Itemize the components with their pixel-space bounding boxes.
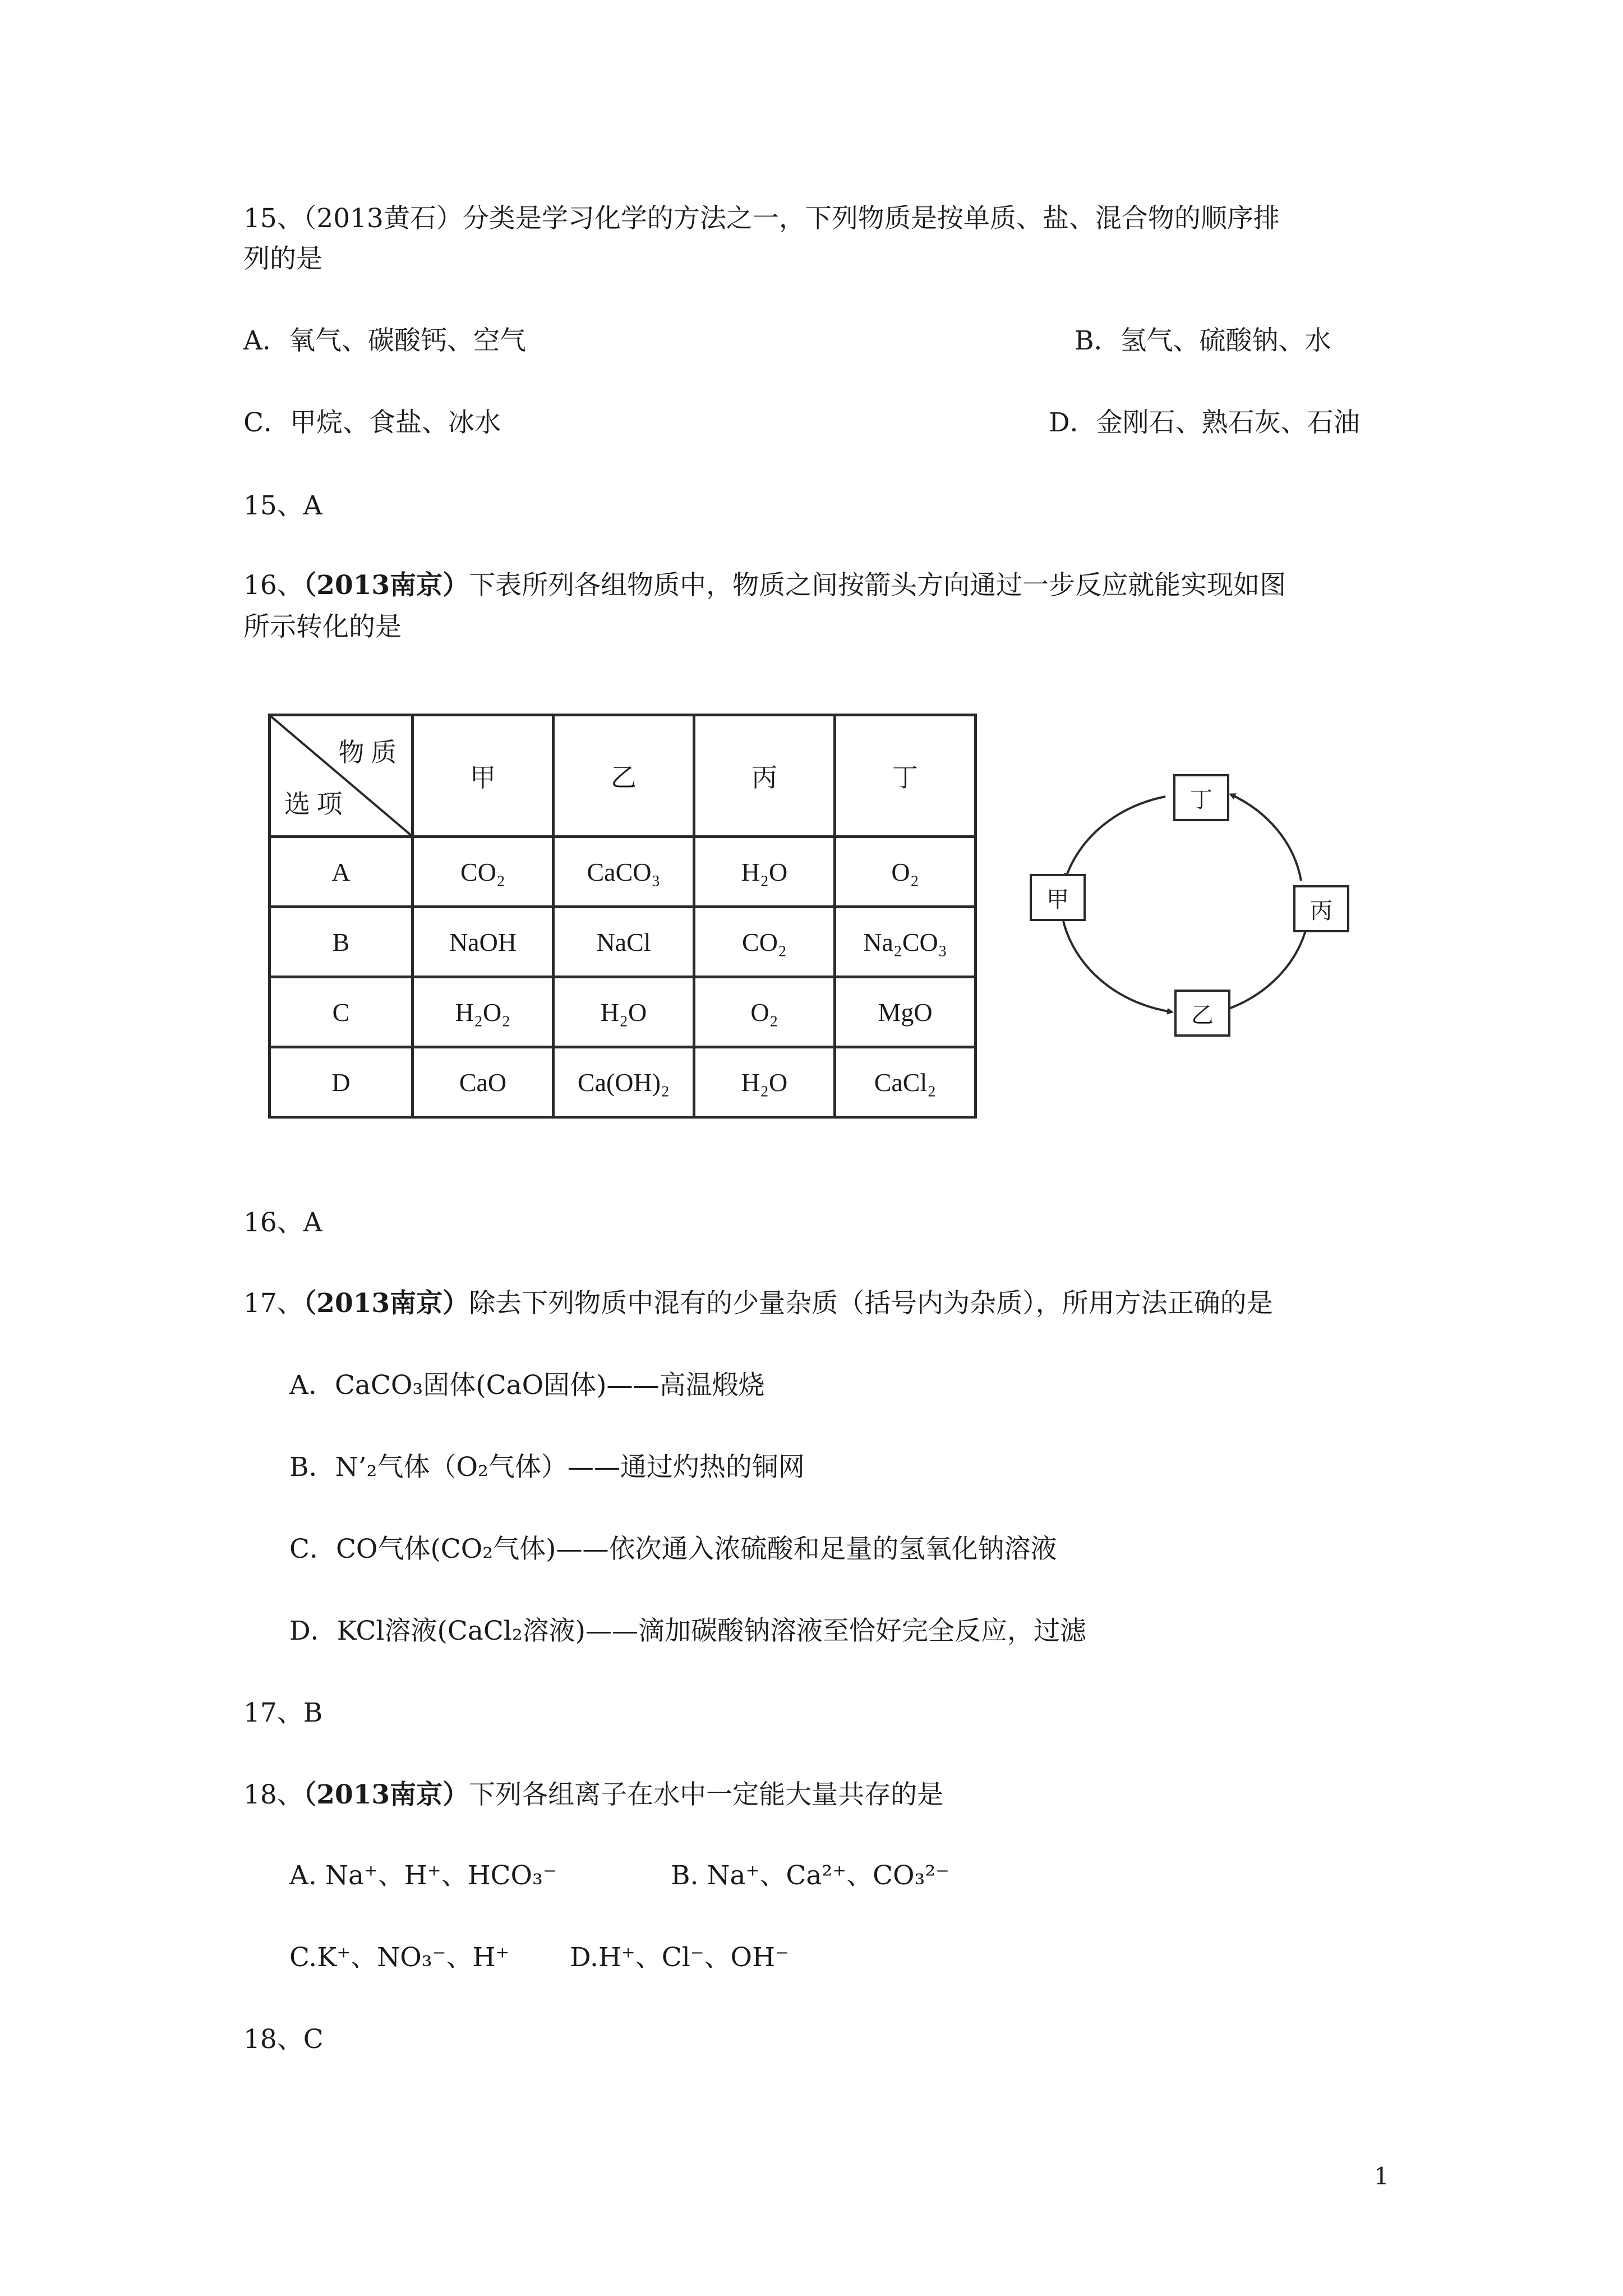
- q16-stem-line1: [243, 569, 1286, 602]
- q16-answer: 16、A: [243, 1207, 322, 1238]
- q17-source: （2013南京）: [303, 1288, 469, 1319]
- corner-label-substance: 物 质: [338, 738, 396, 767]
- q18-number: 18、: [243, 1779, 303, 1810]
- q15-option-c: C．甲烷、食盐、冰水: [243, 407, 501, 438]
- row-label: A: [270, 837, 413, 907]
- cycle-node-yi: 乙: [1174, 990, 1230, 1037]
- table-cell: H₂O: [694, 837, 835, 907]
- header-cell: 丙: [694, 715, 835, 837]
- q18-source: （2013南京）: [303, 1779, 469, 1810]
- q15-option-a: A．氧气、碳酸钙、空气: [243, 325, 526, 356]
- q17-option-a: A．CaCO₃固体(CaO固体)——高温煅烧: [289, 1370, 765, 1401]
- table-row: [270, 977, 976, 1047]
- q16-stem-text: 下表所列各组物质中，物质之间按箭头方向通过一步反应就能实现如图: [469, 570, 1287, 601]
- table-row: [270, 1047, 976, 1117]
- table-cell: H₂O: [554, 977, 694, 1047]
- table-cell: H₂O: [694, 1047, 835, 1117]
- q18-option-c: C.K⁺、NO₃⁻、H⁺: [289, 1942, 510, 1973]
- cycle-node-ding: 丁: [1173, 774, 1229, 821]
- q15-stem-line1: 15、（2013黄石）分类是学习化学的方法之一，下列物质是按单质、盐、混合物的顺序排: [243, 203, 1280, 234]
- cycle-node-jia: 甲: [1030, 874, 1086, 921]
- row-label: C: [270, 977, 413, 1047]
- row-label: D: [270, 1047, 413, 1117]
- q16-number: 16、: [243, 570, 303, 601]
- q18-stem-text: 下列各组离子在水中一定能大量共存的是: [469, 1779, 944, 1810]
- q16-table-figure: [268, 714, 977, 1119]
- table-row: [270, 907, 976, 977]
- table-cell: O₂: [694, 977, 835, 1047]
- q15-stem-line2: 列的是: [243, 243, 322, 274]
- header-cell: 甲: [413, 715, 554, 837]
- table-cell: CO₂: [413, 837, 554, 907]
- table-cell: H₂O₂: [413, 977, 554, 1047]
- q18-stem-line1: [243, 1778, 943, 1812]
- q16-stem-line2: 所示转化的是: [243, 611, 402, 642]
- table-cell: Ca(OH)₂: [554, 1047, 694, 1117]
- table-header-row: [270, 715, 976, 837]
- q17-stem-line1: [243, 1287, 1273, 1320]
- q18-option-d: D.H⁺、Cl⁻、OH⁻: [570, 1942, 789, 1973]
- q17-option-d: D．KCl溶液(CaCl₂溶液)——滴加碳酸钠溶液至恰好完全反应，过滤: [289, 1616, 1087, 1646]
- cycle-node-bing: 丙: [1293, 885, 1349, 932]
- table-row: [270, 837, 976, 907]
- table-cell: Na₂CO₃: [835, 907, 976, 977]
- q17-option-b: B．N’₂气体（O₂气体）——通过灼热的铜网: [289, 1452, 805, 1483]
- table-cell: CaCl₂: [835, 1047, 976, 1117]
- q15-option-b: B．氢气、硫酸钠、水: [1075, 325, 1331, 356]
- q17-option-c: C．CO气体(CO₂气体)——依次通入浓硫酸和足量的氢氧化钠溶液: [289, 1534, 1057, 1565]
- table-cell: CaCO₃: [554, 837, 694, 907]
- header-cell: 乙: [554, 715, 694, 837]
- q18-option-a: A. Na⁺、H⁺、HCO₃⁻: [289, 1860, 557, 1891]
- q17-stem-text: 除去下列物质中混有的少量杂质（括号内为杂质），所用方法正确的是: [469, 1288, 1273, 1319]
- row-label: B: [270, 907, 413, 977]
- table-corner-cell: [270, 715, 413, 837]
- q17-number: 17、: [243, 1288, 303, 1319]
- q16-source: （2013南京）: [303, 570, 469, 601]
- table-cell: NaCl: [554, 907, 694, 977]
- table-cell: MgO: [835, 977, 976, 1047]
- header-cell: 丁: [835, 715, 976, 837]
- q16-table: [268, 714, 977, 1119]
- q15-answer: 15、A: [243, 490, 322, 521]
- page-number: 1: [1374, 2162, 1389, 2190]
- table-cell: O₂: [835, 837, 976, 907]
- q18-answer: 18、C: [243, 2024, 324, 2055]
- table-cell: NaOH: [413, 907, 554, 977]
- table-cell: CO₂: [694, 907, 835, 977]
- q17-answer: 17、B: [243, 1697, 323, 1728]
- corner-label-option: 选 项: [284, 790, 343, 818]
- q16-cycle-diagram: [1030, 774, 1366, 1055]
- q18-option-b: B. Na⁺、Ca²⁺、CO₃²⁻: [671, 1860, 949, 1891]
- q15-option-d: D．金刚石、熟石灰、石油: [1049, 407, 1360, 438]
- table-cell: CaO: [413, 1047, 554, 1117]
